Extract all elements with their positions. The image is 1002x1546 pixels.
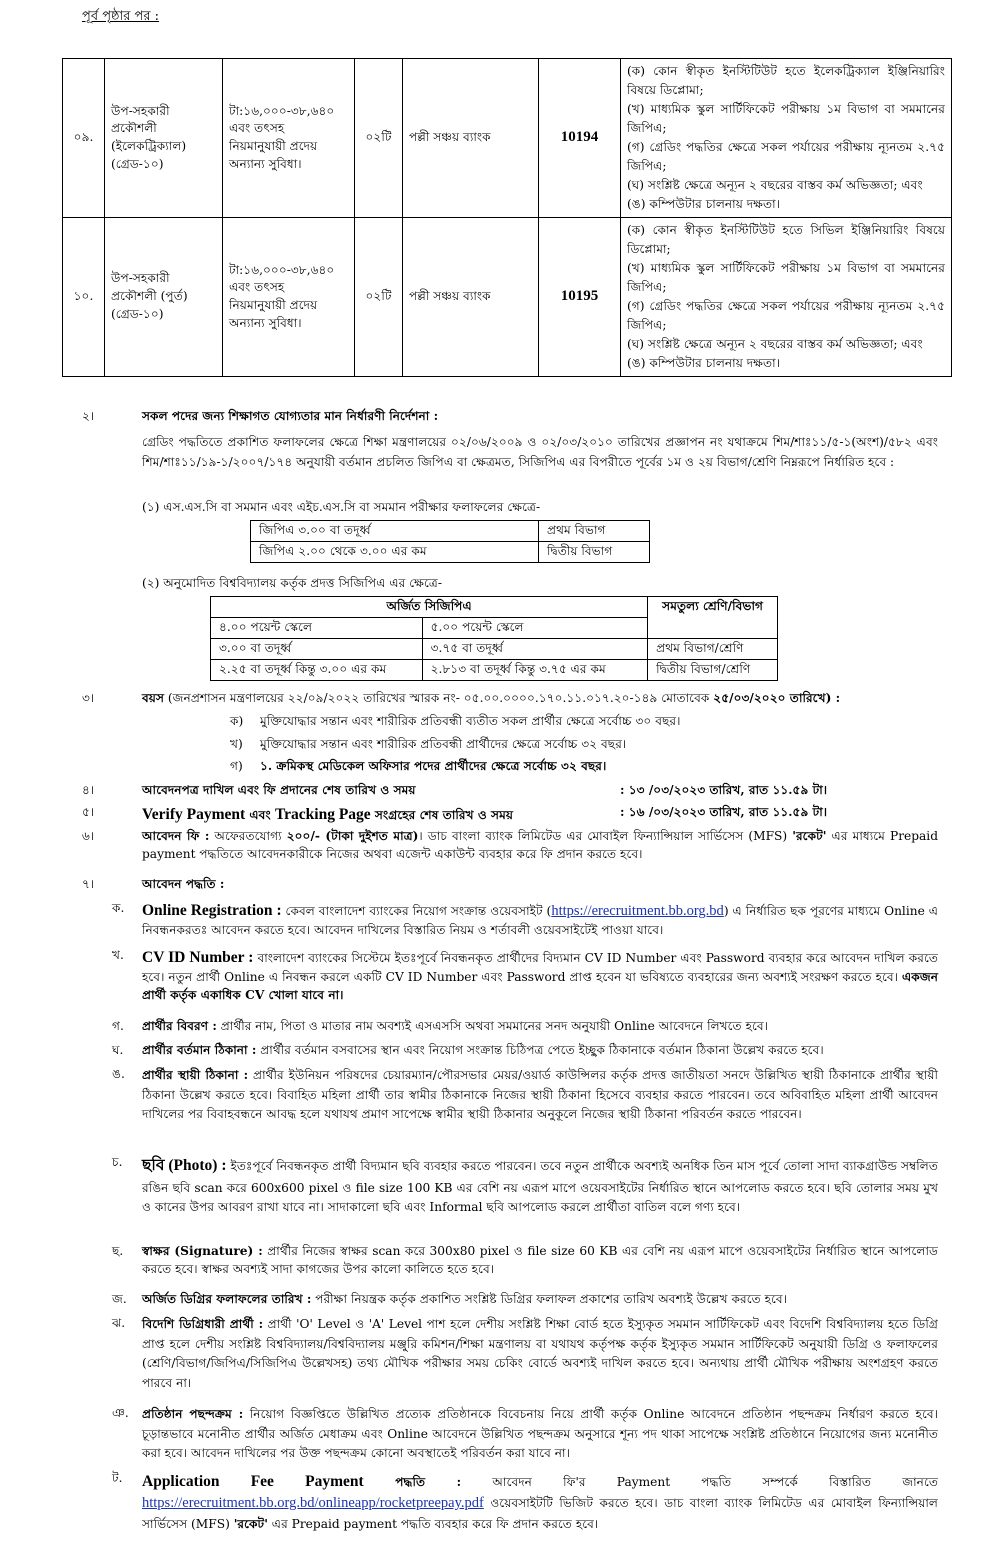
salary-cell: টা:১৬,০০০-৩৮,৬৪০ এবং তৎসহ নিয়মানুযায়ী প্রদেয় অন্যান্য সুবিধা। (223, 218, 355, 377)
vacancy-count-cell: ০২টি (355, 59, 403, 218)
section-number: ৩। (82, 691, 95, 705)
section-title: সকল পদের জন্য শিক্ষাগত যোগ্যতার মান নির্ধারণী নির্দেশনা : (142, 409, 439, 423)
deadline-value: : ১৩ /০৩/২০২৩ তারিখ, রাত ১১.৫৯ টা। (620, 783, 828, 797)
ssc-hsc-subtitle: (১) এস.এস.সি বা সমমান এবং এইচ.এস.সি বা সমমান পরীক্ষার ফলাফলের ক্ষেত্রে- (142, 500, 541, 514)
salary-cell: টা:১৬,০০০-৩৮,৬৪০ এবং তৎসহ নিয়মানুযায়ী প্রদেয় অন্যান্য সুবিধা। (223, 59, 355, 218)
table-row: ৩.০০ বা তদূর্ধ্ব ৩.৭৫ বা তদূর্ধ্ব প্রথম বিভাগ/শ্রেণি (211, 639, 778, 660)
post-code-cell: 10195 (539, 218, 621, 377)
continued-label: পূর্ব পৃষ্ঠার পর : (82, 9, 160, 24)
recruitment-link[interactable]: https://erecruitment.bb.org.bd (551, 903, 724, 919)
cgpa-subtitle: (২) অনুমোদিত বিশ্ববিদ্যালয় কর্তৃক প্রদত্ত সিজিপিএ এর ক্ষেত্রে- (142, 576, 442, 590)
table-row: জিপিএ ২.০০ থেকে ৩.০০ এর কম দ্বিতীয় বিভাগ (251, 542, 650, 563)
grading-paragraph: গ্রেডিং পদ্ধতিতে প্রকাশিত ফলাফলের ক্ষেত্রে শিক্ষা মন্ত্রণালয়ের ০২/০৬/২০০৯ ও ০২/০৩/২০১০ তারিখের প্রজ্ঞাপন নং যথাক্রমে শিম/শাঃ১১/৫-১(অংশ)/৫৮২ এবং শিম/শাঃ১১/১৯-১/২০০৭/১৭৪ অনুযায়ী বর্তমান প্রচলিত জিপিএ বা ক্ষেত্রমত, সিজিপিএ এর বিপরীতে পূর্বের ১ম ও ২য় বিভাগ/শ্রেণি নিম্নরূপে নির্ধারিত হবে : (142, 435, 938, 469)
table-row (63, 59, 952, 218)
notice-page: পূর্ব পৃষ্ঠার পর : ০৯. উপ-সহকারী প্রকৌশলী (ইলেকট্রিক্যাল) (গ্রেড-১০) টা:১৬,০০০-৩৮,৬৪০ এবং তৎসহ নিয়মানুযায়ী প্রদেয় অন্যান্য সুবিধা। ০২টি পল্লী সঞ্চয় ব্যাংক 10194 (ক) কোন স্বীকৃত ইনস্টিটিউট হতে ইলেকট্রিক্যাল ইঞ্জিনিয়ারিং বিষয়ে ডিপ্লোমা; (খ) মাধ্যমিক স্কুল সার্টিফিকেট পরীক্ষায় ১ম বিভাগ বা সমমানের জিপিএ; (গ) গ্রেডিং পদ্ধতির ক্ষেত্রে সকল পর্যায়ের পরীক্ষায় ন্যূনতম ২.৭৫ জিপিএ; (ঘ) সংশ্লিষ্ট ক্ষেত্রে অন্যূন ২ বছরের বাস্তব কর্ম অভিজ্ঞতা; এবং (ঙ) কম্পিউটার চালনায় দক্ষতা। ১০. উপ-সহকারী প্রকৌশলী (পুর্ত) (গ্রেড-১০) টা:১৬,০০০-৩৮,৬৪০ এবং তৎসহ নিয়মানুযায়ী প্রদেয় অন্যান্য সুবিধা। ০২টি পল্লী সঞ্চয় ব্যাংক 10195 (ক) কোন স্বীকৃত ইনস্টিটিউট হতে সিভিল ইঞ্জিনিয়ারিং বিষয়ে ডিপ্লোমা; (খ) মাধ্যমিক স্কুল সার্টিফিকেট পরীক্ষায় ১ম বিভাগ বা সমমানের জিপিএ; (গ) গ্রেডিং পদ্ধতির ক্ষেত্রে সকল পর্যায়ের পরীক্ষায় ন্যূনতম ২.৭৫ জিপিএ; (ঘ) সংশ্লিষ্ট ক্ষেত্রে অন্যূন ২ বছরের বাস্তব কর্ম অভিজ্ঞতা; এবং (ঙ) কম্পিউটার চালনায় দক্ষতা। ২। সকল পদের জন্য শিক্ষাগত যোগ্যতার মান নির্ধারণী নির্দেশনা : গ্রেডিং পদ্ধতিতে প্রকাশিত ফলাফলের ক্ষেত্রে শিক্ষা মন্ত্রণালয়ের ০২/০৬/২০০৯ ও ০২/০৩/২০১০ তারিখের প্রজ্ঞাপন নং যথাক্রমে শিম/শাঃ১১/৫-১(অংশ)/৫৮২ এবং শিম/শাঃ১১/১৯-১/২০০৭/১৭৪ অনুযায়ী বর্তমান প্রচলিত জিপিএ বা ক্ষেত্রমত, সিজিপিএ এর বিপরীতে পূর্বের ১ম ও ২য় বিভাগ/শ্রেণি নিম্নরূপে নির্ধারিত হবে : (১) এস.এস.সি বা সমমান এবং এইচ.এস.সি বা সমমান পরীক্ষার ফলাফলের ক্ষেত্রে- জিপিএ ৩.০০ বা তদূর্ধ্ব প্রথম বিভাগ জিপিএ ২.০০ থেকে ৩.০০ এর কম দ্বিতীয় বিভাগ (২) অনুমোদিত বিশ্ববিদ্যালয় কর্তৃক প্রদত্ত সিজিপিএ এর ক্ষেত্রে- অর্জিত সিজিপিএ সমতুল্য শ্রেণি/বিভাগ ৪.০০ পয়েন্ট স্কেলে ৫.০০ পয়েন্ট স্কেলে ৩.০০ বা তদূর্ধ্ব ৩.৭৫ বা তদূর্ধ্ব প্রথম বিভাগ/শ্রেণি ২.২৫ বা তদূর্ধ্ব কিন্তু ৩.০০ এর কম ২.৮১৩ বা তদূর্ধ্ব কিন্তু ৩.৭৫ এর কম দ্বিতীয় বিভাগ/শ্রেণি ৩। বয়স (জনপ্রশাসন মন্ত্রণালয়ের ২২/০৯/২০২২ তারিখের স্মারক নং- ০৫.০০.০০০০.১৭০.১১.০১৭.২০-১৪৯ মোতাবেক ২৫/০৩/২০২০ তারিখে) : ক) মুক্তিযোদ্ধার সন্তান এবং শারীরিক প্রতিবন্ধী ব্যতীত সকল প্রার্থীর ক্ষেত্রে সর্বোচ্চ ৩০ বছর। খ) মুক্তিযোদ্ধার সন্তান এবং শারীরিক প্রতিবন্ধী প্রার্থীদের ক্ষেত্রে সর্বোচ্চ ৩২ বছর। গ) ১. ক্রমিকস্থ মেডিকেল অফিসার পদের প্রার্থীদের ক্ষেত্রে সর্বোচ্চ ৩২ বছর। ৪। আবেদনপত্র দাখিল এবং ফি প্রদানের শেষ তারিখ ও সময় : ১৩ /০৩/২০২৩ তারিখ, রাত ১১.৫৯ টা। ৫। Verify Payment এবং Tracking Page সংগ্রহের শেষ তারিখ ও সময় : ১৬ /০৩/২০২৩ তারিখ, রাত ১১.৫৯ টা। ৬। আবেদন ফি : অফেরতযোগ্য ২০০/- (টাকা দুইশত মাত্র)। ডাচ বাংলা ব্যাংক লিমিটেড এর মোবাইল ফিন্যান্সিয়াল সার্ভিসেস (MFS) 'রকেট' এর মাধ্যমে Prepaid payment পদ্ধতিতে আবেদনকারীকে নিজের অথবা এজেন্ট একাউন্ট ব্যবহার করে ফি প্রদান করতে হবে। ৭। আবেদন পদ্ধতি : ক. Online Registration : কেবল বাংলাদেশ ব্যাংকের নিয়োগ সংক্রান্ত ওয়েবসাইট (https://erecruitment.bb.org.bd) এ নির্ধারিত ছক পূরণের মাধ্যমে Online এ নিবন্ধনকরতঃ আবেদন করতে হবে। আবেদন দাখিলের বিস্তারিত নিয়ম ও শর্তাবলী ওয়েবসাইটেই পাওয়া যাবে। খ. CV ID Number : বাংলাদেশ ব্যাংকের সিস্টেমে ইতঃপূর্বে নিবন্ধনকৃত প্রার্থীদের বিদ্যমান CV ID Number এবং Password ব্যবহার করে আবেদন দাখিল করতে হবে। নতুন প্রার্থী Online এ নিবন্ধন করলে একটি CV ID Number এবং Password প্রাপ্ত হবেন যা ভবিষ্যতে ব্যবহারের জন্য অবশ্যই সংরক্ষণ করতে হবে। একজন প্রার্থী কর্তৃক একাধিক CV খোলা যাবে না। গ. প্রার্থীর বিবরণ : প্রার্থীর নাম, পিতা ও মাতার নাম অবশ্যই এসএসসি অথবা সমমানের সনদ অনুযায়ী Online আবেদনে লিখতে হবে। ঘ. প্রার্থীর বর্তমান ঠিকানা : প্রার্থীর বর্তমান বসবাসের স্থান এবং নিয়োগ সংক্রান্ত চিঠিপত্র পেতে ইচ্ছুক ঠিকানাকে বর্তমান ঠিকানা উল্লেখ করতে হবে। ঙ. প্রার্থীর স্থায়ী ঠিকানা : প্রার্থীর ইউনিয়ন পরিষদের চেয়ারম্যান/পৌরসভার মেয়র/ওয়ার্ড কাউন্সিলর কর্তৃক প্রদত্ত জাতীয়তা সনদে উল্লিখিত স্থায়ী ঠিকানাকে প্রার্থীর স্থায়ী ঠিকানা উল্লেখ করতে হবে। বিবাহিত মহিলা প্রার্থী তার স্বামীর ঠিকানাকে নিজের স্থায়ী ঠিকানা হিসেবে ব্যবহার করতে পারবেন। তবে অবিবাহিত মহিলা প্রার্থী আবেদন দাখিলের পর বিবাহবন্ধনে আবদ্ধ হলে যথাযথ প্রমাণ সাপেক্ষে স্বামীর স্থায়ী ঠিকানার অনুকূলে নিজের স্থায়ী ঠিকানা পরিবর্তন করতে পারবেন। চ. ছবি (Photo) : ইতঃপূর্বে নিবন্ধনকৃত প্রার্থী বিদ্যমান ছবি ব্যবহার করতে পারবেন। তবে নতুন প্রার্থীকে অবশ্যই অনধিক তিন মাস পূর্বে তোলা সাদা ব্যাকগ্রাউন্ড সম্বলিত রঙিন ছবি scan করে 600x600 pixel ও file size 100 KB এর বেশি নয় এরূপ মাপে ওয়েবসাইটের নির্ধারিত স্থানে আপলোড করতে হবে। ছবি তোলার সময় মুখ ও কানের উপর আবরণ রাখা যাবে না। সাদাকালো ছবি এবং Informal ছবি আপলোড করলে প্রার্থীতা বাতিল বলে গণ্য হবে। ছ. স্বাক্ষর (Signature) : প্রার্থীর নিজের স্বাক্ষর scan করে 300x80 pixel ও file size 60 KB এর বেশি নয় এরূপ মাপে ওয়েবসাইটের নির্ধারিত স্থানে আপলোড করতে হবে। স্বাক্ষর অবশ্যই সাদা কাগজের উপর কালো কালিতে হতে হবে। জ. অর্জিত ডিগ্রির ফলাফলের তারিখ : পরীক্ষা নিয়ন্ত্রক কর্তৃক প্রকাশিত সংশ্লিষ্ট ডিগ্রির ফলাফল প্রকাশের তারিখ অবশ্যই উল্লেখ করতে হবে। ঝ. বিদেশি ডিগ্রিধারী প্রার্থী : প্রার্থী 'O' Level ও 'A' Level পাশ হলে দেশীয় সংশ্লিষ্ট শিক্ষা বোর্ড হতে ইস্যুকৃত সমমান সার্টিফিকেট এবং বিদেশি বিশ্ববিদ্যালয় হতে ডিগ্রি প্রাপ্ত হলে দেশীয় সংশ্লিষ্ট বিশ্ববিদ্যালয়/বিশ্ববিদ্যালয় মঞ্জুরি কমিশন/শিক্ষা মন্ত্রণালয় বা যথাযথ কর্তৃপক্ষ কর্তৃক ইস্যুকৃত সমমান সার্টিফিকেট অনুযায়ী ডিগ্রি ও ফলাফলের (শ্রেণি/বিভাগ/জিপিএ/সিজিপিএ উল্লেখসহ) তথ্য মৌখিক পরীক্ষার সময় চেকিং বোর্ডে অবশ্যই দাখিল করতে হবে। অন্যথায় প্রার্থী মৌখিক পরীক্ষায় অংশগ্রহণ করতে পারবে না। ঞ. প্রতিষ্ঠান পছন্দক্রম : নিয়োগ বিজ্ঞপ্তিতে উল্লিখিত প্রত্যেক প্রতিষ্ঠানকে বিবেচনায় নিয়ে প্রার্থী কর্তৃক Online আবেদনে প্রতিষ্ঠান পছন্দক্রম নির্ধারণ করতে হবে। চূড়ান্তভাবে মনোনীত প্রার্থীর অর্জিত মেধাক্রম এবং Online আবেদনে উল্লিখিত পছন্দক্রম অনুসারে শূন্য পদ থাকা সাপেক্ষে সংশ্লিষ্ট প্রতিষ্ঠানে নিয়োগের জন্য মনোনীত করা হবে। আবেদন দাখিলের পর উক্ত পছন্দক্রম কোনো অবস্থাতেই পরিবর্তন করা যাবে না। ট. Application Fee Payment পদ্ধতি : আবেদন ফি'র Payment পদ্ধতি সম্পর্কে বিস্তারিত জানতে https://erecruitment.bb.org.bd/onlineapp/rocketpreepay.pdf ওয়েবসাইটটি ভিজিট করতে হবে। ডাচ বাংলা ব্যাংক লিমিটেড এর মোবাইল ফিন্যান্সিয়াল সার্ভিসেস (MFS) 'রকেট' এর Prepaid payment পদ্ধতি ব্যবহার করে ফি প্রদান করতে হবে। (0, 0, 1002, 1546)
gpa-table (250, 520, 650, 563)
qualification-cell: (ক) কোন স্বীকৃত ইনস্টিটিউট হতে ইলেকট্রিক্যাল ইঞ্জিনিয়ারিং বিষয়ে ডিপ্লোমা; (খ) মাধ্যমিক স্কুল সার্টিফিকেট পরীক্ষায় ১ম বিভাগ বা সমমানের জিপিএ; (গ) গ্রেডিং পদ্ধতির ক্ষেত্রে সকল পর্যায়ের পরীক্ষায় ন্যূনতম ২.৭৫ জিপিএ; (ঘ) সংশ্লিষ্ট ক্ষেত্রে অন্যূন ২ বছরের বাস্তব কর্ম অভিজ্ঞতা; এবং (ঙ) কম্পিউটার চালনায় দক্ষতা। (621, 59, 952, 218)
age-heading: বয়স (জনপ্রশাসন মন্ত্রণালয়ের ২২/০৯/২০২২ তারিখের স্মারক নং- ০৫.০০.০০০০.১৭০.১১.০১৭.২০-১৪৯ মোতাবেক ২৫/০৩/২০২০ তারিখে) : (142, 691, 841, 705)
post-name-cell: উপ-সহকারী প্রকৌশলী (ইলেকট্রিক্যাল) (গ্রেড-১০) (105, 59, 223, 218)
organization-cell: পল্লী সঞ্চয় ব্যাংক (403, 218, 539, 377)
verify-label: Verify Payment এবং Tracking Page সংগ্রহের শেষ তারিখ ও সময় (142, 806, 514, 823)
posts-table (62, 58, 952, 377)
vacancy-count-cell: ০২টি (355, 218, 403, 377)
table-row: জিপিএ ৩.০০ বা তদূর্ধ্ব প্রথম বিভাগ (251, 521, 650, 542)
organization-cell: পল্লী সঞ্চয় ব্যাংক (403, 59, 539, 218)
deadline-label: আবেদনপত্র দাখিল এবং ফি প্রদানের শেষ তারিখ ও সময় (142, 783, 416, 797)
post-code-cell: 10194 (539, 59, 621, 218)
table-row: অর্জিত সিজিপিএ সমতুল্য শ্রেণি/বিভাগ (211, 597, 778, 618)
table-row (63, 218, 952, 377)
fee-paragraph: আবেদন ফি : অফেরতযোগ্য ২০০/- (টাকা দুইশত মাত্র)। ডাচ বাংলা ব্যাংক লিমিটেড এর মোবাইল ফিন্যান্সিয়াল সার্ভিসেস (MFS) 'রকেট' এর মাধ্যমে Prepaid payment পদ্ধতিতে আবেদনকারীকে নিজের অথবা এজেন্ট একাউন্ট ব্যবহার করে ফি প্রদান করতে হবে। (142, 829, 938, 861)
payment-guide-link[interactable]: https://erecruitment.bb.org.bd/onlineapp/rocketpreepay.pdf (142, 1495, 484, 1512)
qualification-cell: (ক) কোন স্বীকৃত ইনস্টিটিউট হতে সিভিল ইঞ্জিনিয়ারিং বিষয়ে ডিপ্লোমা; (খ) মাধ্যমিক স্কুল সার্টিফিকেট পরীক্ষায় ১ম বিভাগ বা সমমানের জিপিএ; (গ) গ্রেডিং পদ্ধতির ক্ষেত্রে সকল পর্যায়ের পরীক্ষায় ন্যূনতম ২.৭৫ জিপিএ; (ঘ) সংশ্লিষ্ট ক্ষেত্রে অন্যূন ২ বছরের বাস্তব কর্ম অভিজ্ঞতা; এবং (ঙ) কম্পিউটার চালনায় দক্ষতা। (621, 218, 952, 377)
serial-cell: ১০. (63, 218, 105, 377)
cgpa-table (210, 596, 778, 681)
table-row: ৪.০০ পয়েন্ট স্কেলে ৫.০০ পয়েন্ট স্কেলে (211, 618, 778, 639)
table-row: ২.২৫ বা তদূর্ধ্ব কিন্তু ৩.০০ এর কম ২.৮১৩ বা তদূর্ধ্ব কিন্তু ৩.৭৫ এর কম দ্বিতীয় বিভাগ/শ্রেণি (211, 660, 778, 681)
application-method-title: আবেদন পদ্ধতি : (142, 877, 225, 891)
serial-cell: ০৯. (63, 59, 105, 218)
post-name-cell: উপ-সহকারী প্রকৌশলী (পুর্ত) (গ্রেড-১০) (105, 218, 223, 377)
verify-value: : ১৬ /০৩/২০২৩ তারিখ, রাত ১১.৫৯ টা। (620, 805, 828, 819)
section-number: ২। (82, 409, 95, 423)
